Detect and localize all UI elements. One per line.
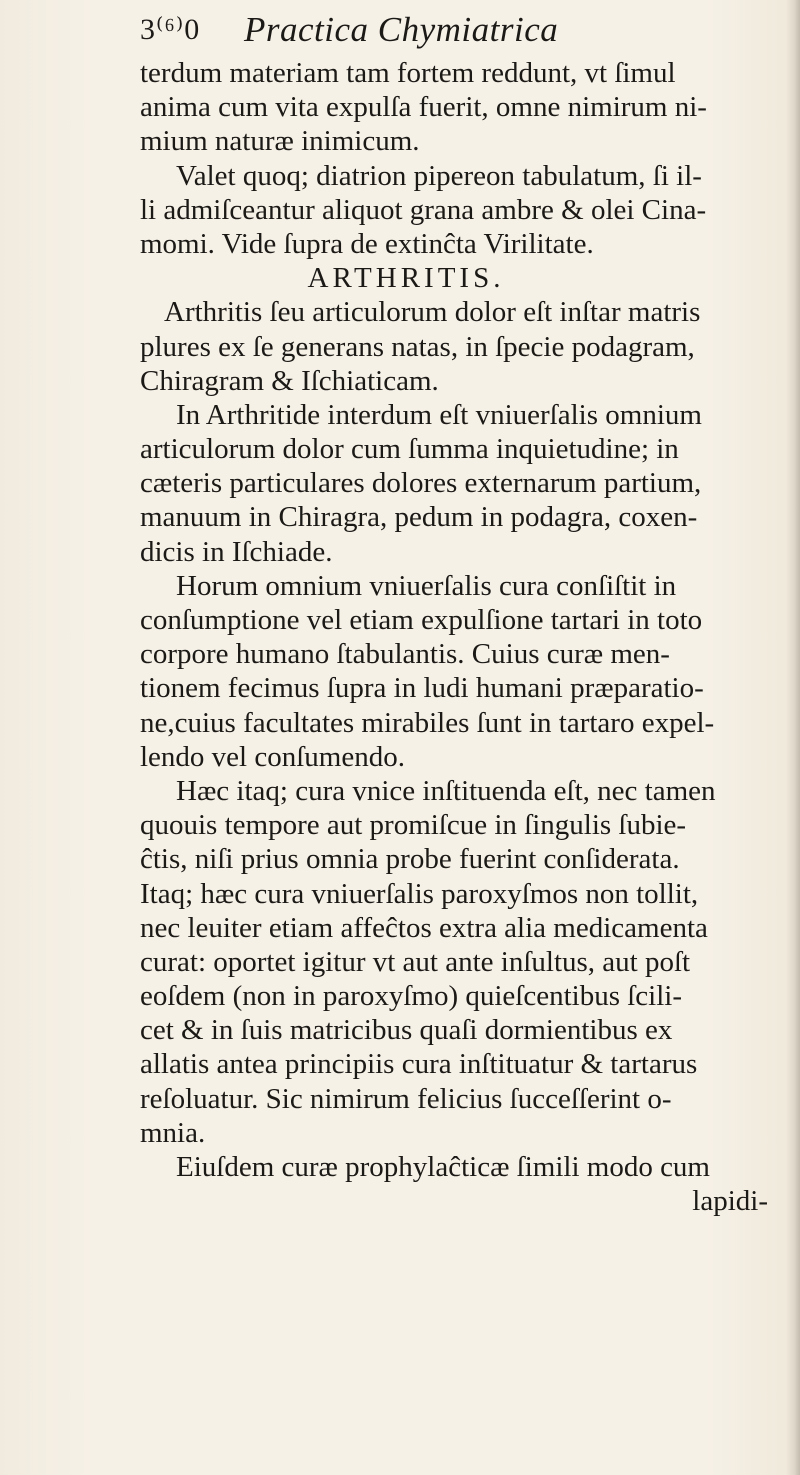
text-line: reſoluatur. Sic nimirum felicius ſucceſſerint o- <box>140 1082 672 1115</box>
text-line: mnia. <box>140 1116 206 1149</box>
text-line: Arthritis ſeu articulorum dolor eſt inſtar matris <box>164 296 701 329</box>
text-line: conſumptione vel etiam expulſione tartari in toto <box>140 604 703 636</box>
text-line: Horum omnium vniuerſalis cura conſiſtit in <box>176 569 677 602</box>
text-line: manuum in Chiragra, pedum in podagra, coxen- <box>140 501 698 534</box>
text-line: nec leuiter etiam affeĉtos extra alia medicamenta <box>140 911 708 944</box>
text-line: li admiſceantur aliquot grana ambre & olei Cina- <box>140 193 707 226</box>
text-line: In Arthritide interdum eſt vniuerſalis omnium <box>176 398 702 431</box>
text-line: Chiragram & Iſchiaticam. <box>140 364 439 397</box>
text-line: articulorum dolor cum ſumma inquietudine; in <box>140 433 679 466</box>
page-edge-shadow <box>786 0 800 1475</box>
text-line: Hæc itaq; cura vnice inſtituenda eſt, nec tamen <box>176 774 716 807</box>
text-line: terdum materiam tam fortem reddunt, vt ſimul <box>140 57 676 89</box>
text-line: plures ex ſe generans natas, in ſpecie podagram, <box>140 330 695 363</box>
page-header <box>140 6 780 58</box>
text-line: Itaq; hæc cura vniuerſalis paroxyſmos non tollit, <box>140 877 699 910</box>
text-line: corpore humano ſtabulantis. Cuius curæ men- <box>140 638 670 671</box>
text-line: ĉtis, niſi prius omnia probe fuerint conſiderata. <box>140 843 680 876</box>
text-line: allatis antea principiis cura inſtituatur & tartarus <box>140 1048 698 1081</box>
text-line: momi. Vide ſupra de extinĉta Virilitate. <box>140 227 594 260</box>
text-line: ne,cuius facultates mirabiles ſunt in tartaro expel- <box>140 706 715 739</box>
text-line: quouis tempore aut promiſcue in ſingulis ſubie- <box>140 809 687 842</box>
text-line: mium naturæ inimicum. <box>140 125 420 158</box>
catchword: lapidi- <box>692 1185 768 1218</box>
page-number: 3⁽⁶⁾0 <box>140 13 201 46</box>
running-title: Practica Chymiatrica <box>244 10 559 49</box>
text-line: tionem fecimus ſupra in ludi humani præparatio- <box>140 672 704 705</box>
section-heading: ARTHRITIS. <box>307 262 505 295</box>
text-line: Eiuſdem curæ prophylaĉticæ ſimili modo cum <box>176 1151 710 1183</box>
text-line: curat: oportet igitur vt aut ante inſultus, aut poſt <box>140 945 691 978</box>
text-line: cet & in ſuis matricibus quaſi dormientibus ex <box>140 1014 673 1047</box>
body-text <box>140 56 782 1218</box>
text-line: cæteris particulares dolores externarum partium, <box>140 467 702 500</box>
text-line: eoſdem (non in paroxyſmo) quieſcentibus ſcili- <box>140 980 683 1013</box>
text-line: anima cum vita expulſa fuerit, omne nimirum ni- <box>140 91 707 124</box>
text-line: Valet quoq; diatrion pipereon tabulatum, ſi il- <box>176 159 702 192</box>
text-line: dicis in Iſchiade. <box>140 535 333 568</box>
text-line: lendo vel conſumendo. <box>140 740 405 773</box>
